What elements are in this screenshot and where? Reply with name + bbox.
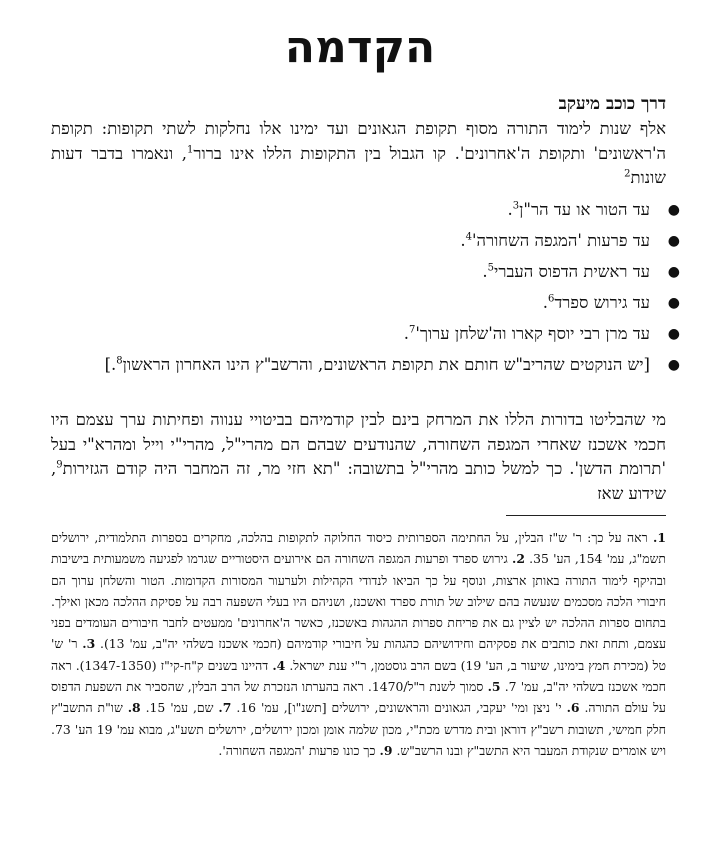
intro-tail: , ונאמרו בדבר דעות שונות [51,143,666,187]
footnote-number: 7. [218,700,232,716]
closing-tail: , שידוע שאז [51,459,666,503]
footnote-ref[interactable]: 4 [465,231,472,243]
list-item: ● עד מרן רבי יוסף קארו וה'שלחן $ערוך'^7$. [35,322,650,346]
closing-text: מי שהבליטו בדורות הללו את המרחק בינם לבין קודמיהם בביטויי ענווה ופחיתות ערך עצמם היו חכמי אשכנז שאחרי המגפה השחורה, שהנודעים שבהם הם מהרי"ל, מהרי"י וייל ומהרא"י בעל 'תרומת הדשן'. כך למשל כותב מהרי"ל בתשובה: "תא חזי מר, זה המחבר היה קודם הגזירות [51,410,666,478]
list-item: ● עד פרעות 'המגפה $השחורה'^4$. [35,229,650,253]
footnote-divider [506,515,666,516]
section-heading: דרך כוכב מיעקב [558,94,666,114]
list-item-text: עד פרעות 'המגפה השחורה' [471,231,650,250]
footnote-text: דהיינו בשנים ק"ח-קי"ז (1347-1350). ראה חכמי אשכנז בשלהי יה"ב, עמ' 7. [51,657,666,695]
footnote-ref[interactable]: 7 [408,324,416,336]
footnote-number: 3. [82,636,96,652]
footnote-text: גירוש ספרד ופרעות המגפה השחורה הם אירועים היסטוריים שגרמו לפגיעה משמעותית בישיבות ובהיקף לימוד התורה באותן ארצות, ונוסף על כך הביאו לנדודי הקהילות ולערעור המסורות הקדומות. הטור והשלחן ערוך הם חיבורי הלכה מסכמים שנעשה בהם שילוב של תורת ספרד ואשכנז, ושניהם היו בעלי השפעה רבה על פסיקת ההלכה מכאן ואילך. בתחום ספרות ההלכה יש לציין גם את פריחת ספרות ההגהות באשכנז, כאשר ה'אחרונים' ממעטים לחבר חיבורים העומדים בפני עצמם, ותחת זאת כותבים את פסקיהם וחידושיהם כהגהות על חיבורי קודמיהם (חכמי אשכנז בשלהי יה"ב, עמ' 13). [51,551,666,652]
footnote-number: 4. [272,657,286,673]
footnote-ref[interactable]: 1 [187,144,194,155]
footnote-number: 2. [511,551,525,567]
list-item-text: עד גירוש ספרד [554,293,650,312]
list-item [35,353,680,377]
bullet-icon: ● [667,357,680,373]
intro-paragraph [51,117,666,191]
footnote-number: 6. [566,700,580,716]
footnotes [51,527,666,761]
bullet-list [35,198,680,384]
list-item-text: עד הטור או עד הר"ן [519,200,650,219]
bullet-icon: ● [667,295,680,311]
page-title: הקדמה [284,22,436,73]
footnote-ref[interactable]: 5 [487,262,495,274]
footnote-text: כך כונו פרעות 'המגפה השחורה'. [218,742,376,758]
footnote-ref[interactable]: 9 [56,459,63,471]
list-item-text: [יש הנוקטים שהריב"ש חותם את תקופת הראשונים, והרשב"ץ הינו האחרון הראשון [122,355,650,374]
footnote-number: 1. [653,530,666,545]
bullet-icon: ● [667,326,680,342]
footnote-text: סמוך לשנת ר"ל/1470. ראה בהערתו הנזכרת של הרב הבלין, שהסביר את השפעת הדפוס על עולם התורה. [51,679,666,716]
bullet-icon: ● [667,202,680,218]
bullet-icon: ● [667,264,680,280]
footnote-text: שם, עמ' 15. [145,700,214,716]
footnote-number: 5. [487,679,501,695]
footnote-text: ר' ש' טל (מכירת חמץ בימינו, שיעור ב, הע' 19) בשם הרב גוסטמן, ר"י ענת ישראל. [51,636,666,673]
footnote-number: 9. [379,742,393,758]
list-item-tail: .] [104,355,117,374]
list-item: ● עד הטור או עד הר"ן$^3$. [35,198,650,222]
footnote-text: שו"ת התשב"ץ חלק חמישי, תשובות רשב"ץ דוראן ובית מדרש מכת"י, מכון שלמה אומן ומכון ירושלים, ירושלים תשע"ג, מבוא עמ' 19 הע' 73. ויש אומרים שנקודת המעבר היא התשב"ץ ובנו הרשב"ש. [51,700,666,758]
footnote-text: ראה על כך: ר' ש"ז הבלין, על החתימה הספרותית כיסוד החלוקה לתקופות בהלכה, מחקרים בספרות התלמודית, ירושלים תשמ"ג, עמ' 154, הע' 35. [51,530,666,567]
footnote-ref[interactable]: 2 [624,168,631,180]
footnote-number: 8. [127,700,141,716]
footnote-ref[interactable]: 6 [548,293,555,305]
closing-paragraph [51,408,666,506]
list-item-text: עד ראשית הדפוס העברי [494,262,650,281]
footnote-ref[interactable]: 8 [116,355,123,367]
list-item: ● עד ראשית הדפוס העברי$^5$. [35,260,650,284]
bullet-icon: ● [667,233,680,249]
footnote-ref[interactable]: 3 [512,200,520,212]
footnote-text: י' ניצן ומי' יעקבי, הגאונים והראשונים, ירושלים [תשנ"ו], עמ' 16. [236,700,562,716]
list-item-text: עד מרן רבי יוסף קארו וה'שלחן ערוך' [415,324,650,343]
intro-text: אלף שנות לימוד התורה מסוף תקופת הגאונים ועד ימינו אלו נחלקות לשתי תקופות: תקופת ה'ראשונים' ותקופת ה'אחרונים'. קו הגבול בין התקופות הללו אינו ברור [51,119,666,163]
list-item: ● עד גירוש ספרד$^6$. [35,291,650,315]
